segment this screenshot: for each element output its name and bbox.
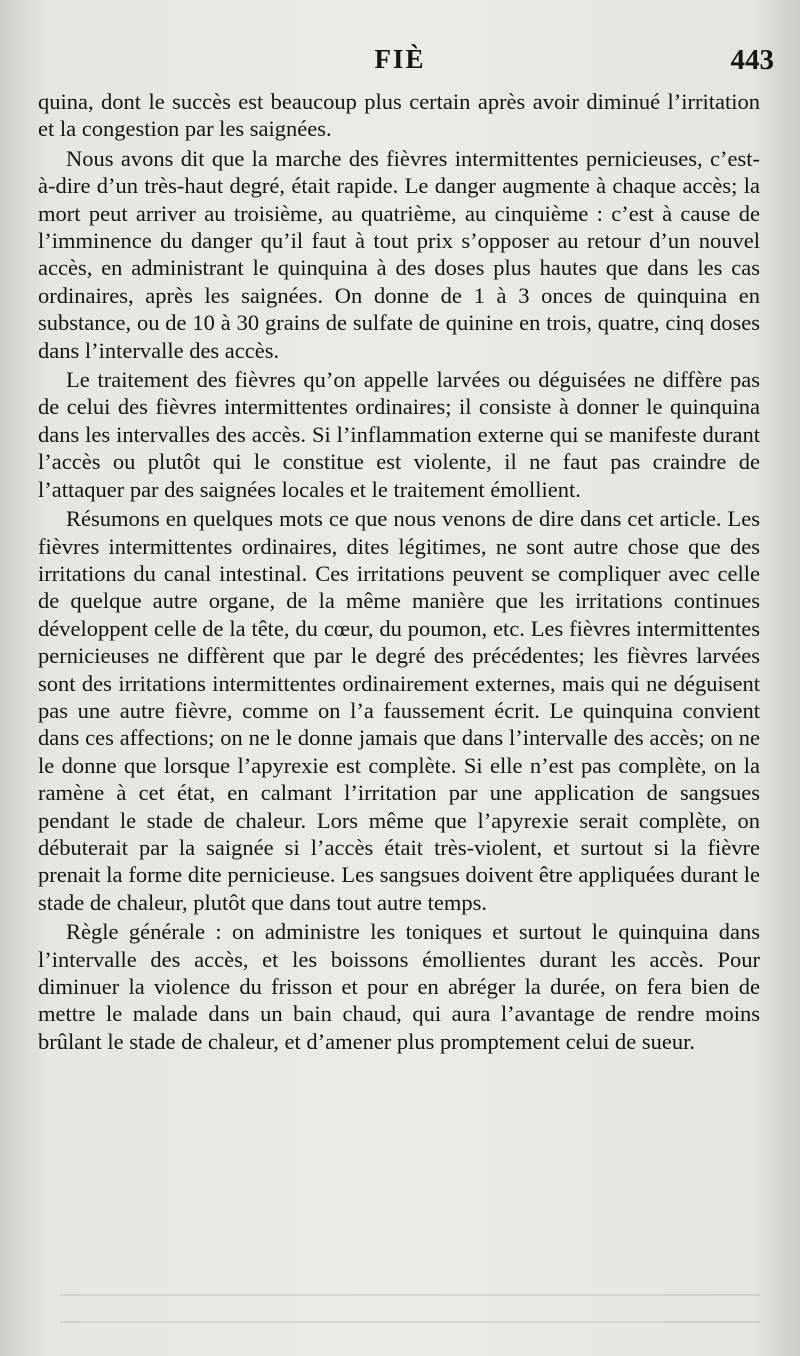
paragraph: Le traitement des fièvres qu’on appelle larvées ou déguisées ne diffère pas de celui des fièvres intermittentes ordinaires; il consiste à donner le quinquina dans les intervalles des accès. Si l’inflammation externe qui se manifeste durant l’accès ou plutôt qui le constitue est violente, il ne faut pas craindre de l’attaquer par des saignées locales et le traitement émollient. [38, 367, 760, 502]
running-head: FIÈ [374, 44, 426, 74]
paragraph: quina, dont le succès est beaucoup plus certain après avoir diminué l’irritation et la congestion par les saignées. [38, 89, 760, 142]
body-text [38, 88, 760, 1055]
page-header [0, 40, 800, 80]
paragraph: Règle générale : on administre les toniques et surtout le quinquina dans l’intervalle des accès, et les boissons émollientes durant les accès. Pour diminuer la violence du frisson et pour en abréger la durée, on fera bien de mettre le malade dans un bain chaud, qui aura l’avantage de rendre moins brûlant le stade de chaleur, et d’amener plus promptement celui de sueur. [38, 919, 760, 1054]
paragraph: Résumons en quelques mots ce que nous venons de dire dans cet article. Les fièvres intermittentes ordinaires, dites légitimes, ne sont autre chose que des irritations du canal intestinal. Ces irritations peuvent se compliquer avec celle de quelque autre organe, de la même manière que les irritations continues développent celle de la tête, du cœur, du poumon, etc. Les fièvres intermittentes pernicieuses ne diffèrent que par le degré des précédentes; les fièvres larvées sont des irritations intermittentes ordinairement externes, mais qui ne déguisent pas une autre fièvre, comme on l’a faussement écrit. Le quinquina convient dans ces affections; on ne le donne jamais que dans l’intervalle des accès; on ne le donne que lorsque l’apyrexie est complète. Si elle n’est pas complète, on la ramène à cet état, en calmant l’irritation par une application de sangsues pendant le stade de chaleur. Lors même que l’apyrexie serait complète, on débuterait par la saignée si l’accès était très-violent, et surtout si la fièvre prenait la forme dite pernicieuse. Les sangsues doivent être appliquées durant le stade de chaleur, plutôt que dans tout autre temps. [38, 506, 760, 915]
paragraph: Nous avons dit que la marche des fièvres intermittentes pernicieuses, c’est-à-dire d’un très-haut degré, était rapide. Le danger augmente à chaque accès; la mort peut arriver au troisième, au quatrième, au cinquième : c’est à cause de l’imminence du danger qu’il faut à tout prix s’opposer au retour d’un nouvel accès, en administrant le quinquina à des doses plus hautes que dans les cas ordinaires, après les saignées. On donne de 1 à 3 onces de quinquina en substance, ou de 10 à 30 grains de sulfate de quinine en trois, quatre, cinq doses dans l’intervalle des accès. [38, 145, 760, 363]
show-through-texture [60, 1294, 760, 1334]
page-number: 443 [730, 44, 774, 76]
